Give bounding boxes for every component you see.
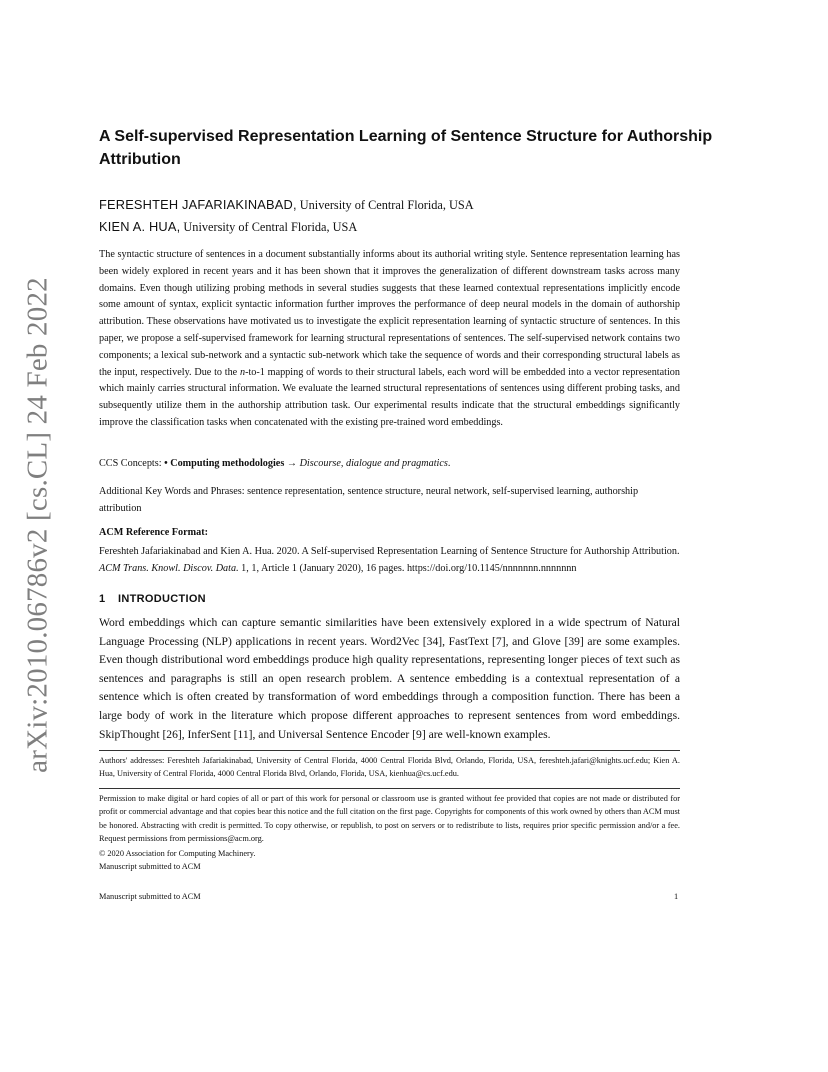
footnote-divider <box>99 750 680 751</box>
acm-reference-text: 1, 1, Article 1 (January 2020), 16 pages. https://doi.org/10.1145/nnnnnnn.nnnnnnn <box>238 563 577 574</box>
author-name: FERESHTEH JAFARIAKINABAD, <box>99 197 297 212</box>
section-heading <box>99 593 206 605</box>
section-title: INTRODUCTION <box>118 593 206 605</box>
ccs-label: CCS Concepts: <box>99 458 165 469</box>
ccs-arrow: → <box>284 458 300 469</box>
ccs-topic: Discourse, dialogue and pragmatics <box>299 458 448 469</box>
abstract-text: -to-1 mapping of words to their structural labels, each word will be embedded into a vector representation which mainly carries structural information. We evaluate the learned structural representations of sentences using different probing tasks, and subsequently utilize them in the authorship attribution task. Our experimental results indicate that the structural embeddings significantly improve the classification tasks when concatenated with the existing pre-trained word embeddings. <box>99 366 680 428</box>
permission-notice: Permission to make digital or hard copies of all or part of this work for personal or classroom use is granted without fee provided that copies are not made or distributed for profit or commercial advantage and that copies bear this notice and the full citation on the first page. Copyrights for components of this work owned by others than ACM must be honored. Abstracting with credit is permitted. To copy otherwise, or republish, to post on servers or to redistribute to lists, requires prior specific permission and/or a fee. Request permissions from permissions@acm.org. <box>99 794 680 844</box>
author-line <box>99 197 474 213</box>
author-line <box>99 219 357 235</box>
copyright-notice: © 2020 Association for Computing Machinery. <box>99 849 256 858</box>
author-affiliation: University of Central Florida, USA <box>296 198 474 212</box>
ccs-category: Computing methodologies <box>170 458 285 469</box>
introduction-paragraph: Word embeddings which can capture semantic similarities have been extensively explored in a wide spectrum of Natural Language Processing (NLP) applications in recent years. Word2Vec [34], FastText [7], and Glove [39] are some examples. Even though distributional word embeddings produce high quality representations, representing longer pieces of text such as sentences and paragraphs is still an open research problem. A sentence embedding is a contextual representation of a sentence which is often created by transformation of word embeddings through a composition function. There has been a large body of work in the literature which propose different approaches to represent sentences from word embeddings. SkipThought [26], InferSent [11], and Universal Sentence Encoder [9] are well-known examples. <box>99 616 680 741</box>
acm-reference <box>99 543 680 577</box>
ccs-end: . <box>447 458 451 469</box>
arxiv-identifier: arXiv:2010.06786v2 [cs.CL] 24 Feb 2022 <box>21 277 54 773</box>
permission-divider <box>99 788 680 789</box>
abstract <box>99 247 680 432</box>
manuscript-note: Manuscript submitted to ACM <box>99 862 201 871</box>
section-number: 1 <box>99 593 106 605</box>
paper-title: A Self-supervised Representation Learning of Sentence Structure for Authorship Attribution <box>99 128 713 168</box>
footer-text: Manuscript submitted to ACM <box>99 892 201 901</box>
ccs-bullet: • <box>164 458 171 469</box>
author-name: KIEN A. HUA, <box>99 219 181 234</box>
acm-reference-journal: ACM Trans. Knowl. Discov. Data. <box>99 563 239 574</box>
ccs-concepts <box>99 456 680 472</box>
author-affiliation: University of Central Florida, USA <box>180 220 358 234</box>
abstract-text: The syntactic structure of sentences in a document substantially informs about its authorial writing style. Sentence representation learning has been widely explored in recent years and it has been shown that it improves the generalization of different downstream tasks across many domains. Even though utilizing probing methods in several studies suggests that these learned contextual representations implicitly encode some amount of syntax, explicit syntactic information further improves the performance of deep neural models in the domain of authorship attribution. These observations have motivated us to investigate the explicit representation learning of syntactic structure of sentences. In this paper, we propose a self-supervised framework for learning structural representations of sentences. The self-supervised network contains two components; a lexical sub-network and a syntactic sub-network which take the sequence of words and their corresponding structural labels as the input, respectively. Due to the <box>99 249 680 378</box>
keywords: Additional Key Words and Phrases: sentence representation, sentence structure, neural network, self-supervised learning, authorship attribution <box>99 486 639 514</box>
arxiv-stamp <box>18 277 58 773</box>
abstract-italic-n: n <box>239 366 246 378</box>
acm-reference-heading: ACM Reference Format: <box>99 527 208 538</box>
page-number: 1 <box>674 892 679 901</box>
authors-addresses: Authors' addresses: Fereshteh Jafariakinabad, University of Central Florida, 4000 Central Florida Blvd, Orlando, Florida, USA, fereshteh.jafari@knights.ucf.edu; Kien A. Hua, University of Central Florida, 4000 Central Florida Blvd, Orlando, Florida, USA, kienhua@cs.ucf.edu. <box>99 756 680 779</box>
acm-reference-text: Fereshteh Jafariakinabad and Kien A. Hua. 2020. A Self-supervised Representation Learning of Sentence Structure for Authorship Attribution. <box>99 546 680 557</box>
